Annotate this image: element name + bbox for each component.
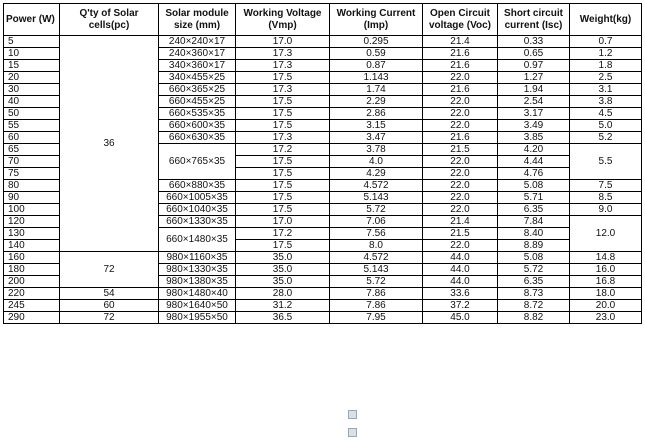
cell-cells-36: 36 bbox=[60, 36, 159, 252]
cell-imp: 2.29 bbox=[330, 96, 423, 108]
cell-weight: 8.5 bbox=[570, 192, 642, 204]
cell-power: 290 bbox=[4, 312, 60, 324]
cell-imp: 3.78 bbox=[330, 144, 423, 156]
cell-power: 15 bbox=[4, 60, 60, 72]
header-vmp: Working Voltage (Vmp) bbox=[236, 4, 330, 36]
cell-isc: 0.97 bbox=[498, 60, 570, 72]
cell-weight: 16.0 bbox=[570, 264, 642, 276]
cell-imp: 4.572 bbox=[330, 252, 423, 264]
table-row bbox=[4, 312, 642, 324]
cell-imp: 1.74 bbox=[330, 84, 423, 96]
cell-vmp: 17.5 bbox=[236, 168, 330, 180]
cell-voc: 21.4 bbox=[423, 36, 498, 48]
cell-isc: 8.89 bbox=[498, 240, 570, 252]
cell-size: 980×1380×35 bbox=[159, 276, 236, 288]
cell-power: 130 bbox=[4, 228, 60, 240]
cell-imp: 3.47 bbox=[330, 132, 423, 144]
cell-isc: 8.73 bbox=[498, 288, 570, 300]
cell-voc: 44.0 bbox=[423, 252, 498, 264]
cell-isc: 3.17 bbox=[498, 108, 570, 120]
cell-weight: 16.8 bbox=[570, 276, 642, 288]
cell-isc: 3.49 bbox=[498, 120, 570, 132]
cell-weight: 0.7 bbox=[570, 36, 642, 48]
cell-size-merged: 660×1480×35 bbox=[159, 228, 236, 252]
cell-isc: 6.35 bbox=[498, 276, 570, 288]
cell-size: 660×455×25 bbox=[159, 96, 236, 108]
cell-vmp: 31.2 bbox=[236, 300, 330, 312]
cell-vmp: 28.0 bbox=[236, 288, 330, 300]
cell-vmp: 17.5 bbox=[236, 96, 330, 108]
header-cells: Q'ty of Solar cells(pc) bbox=[60, 4, 159, 36]
cell-cells-72: 72 bbox=[60, 252, 159, 288]
cell-power: 5 bbox=[4, 36, 60, 48]
cell-weight: 5.2 bbox=[570, 132, 642, 144]
cell-size: 240×240×17 bbox=[159, 36, 236, 48]
table-row bbox=[4, 36, 642, 48]
cell-power: 20 bbox=[4, 72, 60, 84]
cell-isc: 4.20 bbox=[498, 144, 570, 156]
cell-imp: 7.95 bbox=[330, 312, 423, 324]
cell-vmp: 17.3 bbox=[236, 132, 330, 144]
cell-imp: 1.143 bbox=[330, 72, 423, 84]
cell-imp: 7.86 bbox=[330, 300, 423, 312]
cell-vmp: 17.3 bbox=[236, 60, 330, 72]
cell-voc: 22.0 bbox=[423, 204, 498, 216]
table-row bbox=[4, 252, 642, 264]
cell-imp: 7.06 bbox=[330, 216, 423, 228]
cell-power: 180 bbox=[4, 264, 60, 276]
cell-imp: 5.143 bbox=[330, 264, 423, 276]
cell-voc: 44.0 bbox=[423, 276, 498, 288]
cell-voc: 21.6 bbox=[423, 60, 498, 72]
cell-isc: 8.40 bbox=[498, 228, 570, 240]
spec-table-container bbox=[3, 3, 641, 324]
cell-voc: 21.6 bbox=[423, 48, 498, 60]
cell-size: 980×1480×40 bbox=[159, 288, 236, 300]
cell-size: 340×455×25 bbox=[159, 72, 236, 84]
cell-voc: 22.0 bbox=[423, 108, 498, 120]
cell-voc: 21.5 bbox=[423, 144, 498, 156]
cell-vmp: 35.0 bbox=[236, 252, 330, 264]
header-power: Power (W) bbox=[4, 4, 60, 36]
cell-isc: 5.08 bbox=[498, 180, 570, 192]
cell-isc: 7.84 bbox=[498, 216, 570, 228]
header-row bbox=[4, 4, 642, 36]
cell-weight: 1.8 bbox=[570, 60, 642, 72]
cell-power: 40 bbox=[4, 96, 60, 108]
cell-vmp: 17.2 bbox=[236, 144, 330, 156]
cell-power: 55 bbox=[4, 120, 60, 132]
cell-imp: 0.59 bbox=[330, 48, 423, 60]
cell-size: 980×1640×50 bbox=[159, 300, 236, 312]
cell-power: 90 bbox=[4, 192, 60, 204]
cell-voc: 45.0 bbox=[423, 312, 498, 324]
table-row bbox=[4, 288, 642, 300]
cell-voc: 22.0 bbox=[423, 180, 498, 192]
cell-weight: 1.2 bbox=[570, 48, 642, 60]
cell-weight: 2.5 bbox=[570, 72, 642, 84]
cell-cells: 54 bbox=[60, 288, 159, 300]
cell-weight-merged: 12.0 bbox=[570, 216, 642, 252]
cell-weight: 7.5 bbox=[570, 180, 642, 192]
cell-isc: 0.33 bbox=[498, 36, 570, 48]
cell-vmp: 17.5 bbox=[236, 240, 330, 252]
cell-power: 220 bbox=[4, 288, 60, 300]
cell-imp: 2.86 bbox=[330, 108, 423, 120]
cell-size: 660×1005×35 bbox=[159, 192, 236, 204]
cell-size: 980×1330×35 bbox=[159, 264, 236, 276]
cell-voc: 22.0 bbox=[423, 192, 498, 204]
cell-imp: 7.56 bbox=[330, 228, 423, 240]
cell-vmp: 17.5 bbox=[236, 156, 330, 168]
cell-imp: 7.86 bbox=[330, 288, 423, 300]
cell-isc: 6.35 bbox=[498, 204, 570, 216]
cell-vmp: 17.0 bbox=[236, 36, 330, 48]
cell-size: 660×365×25 bbox=[159, 84, 236, 96]
scroll-indicator-icon bbox=[348, 406, 366, 414]
cell-voc: 44.0 bbox=[423, 264, 498, 276]
cell-vmp: 36.5 bbox=[236, 312, 330, 324]
cell-isc: 3.85 bbox=[498, 132, 570, 144]
cell-voc: 22.0 bbox=[423, 72, 498, 84]
cell-vmp: 35.0 bbox=[236, 276, 330, 288]
cell-imp: 4.0 bbox=[330, 156, 423, 168]
cell-size: 660×600×35 bbox=[159, 120, 236, 132]
cell-vmp: 17.5 bbox=[236, 180, 330, 192]
cell-cells: 72 bbox=[60, 312, 159, 324]
cell-imp: 5.72 bbox=[330, 276, 423, 288]
table-row bbox=[4, 300, 642, 312]
cell-voc: 33.6 bbox=[423, 288, 498, 300]
cell-weight: 14.8 bbox=[570, 252, 642, 264]
cell-vmp: 17.5 bbox=[236, 120, 330, 132]
cell-weight-merged: 5.5 bbox=[570, 144, 642, 180]
cell-weight: 4.5 bbox=[570, 108, 642, 120]
cell-weight: 23.0 bbox=[570, 312, 642, 324]
cell-voc: 21.5 bbox=[423, 228, 498, 240]
cell-isc: 5.72 bbox=[498, 264, 570, 276]
cell-vmp: 17.3 bbox=[236, 48, 330, 60]
cell-isc: 8.82 bbox=[498, 312, 570, 324]
cell-vmp: 17.5 bbox=[236, 204, 330, 216]
cell-imp: 5.72 bbox=[330, 204, 423, 216]
cell-isc: 5.08 bbox=[498, 252, 570, 264]
cell-power: 140 bbox=[4, 240, 60, 252]
cell-imp: 4.572 bbox=[330, 180, 423, 192]
cell-weight: 3.1 bbox=[570, 84, 642, 96]
cell-voc: 21.6 bbox=[423, 132, 498, 144]
header-voc: Open Circuit voltage (Voc) bbox=[423, 4, 498, 36]
cell-vmp: 17.2 bbox=[236, 228, 330, 240]
cell-weight: 20.0 bbox=[570, 300, 642, 312]
cell-voc: 22.0 bbox=[423, 168, 498, 180]
cell-power: 160 bbox=[4, 252, 60, 264]
cell-size: 980×1160×35 bbox=[159, 252, 236, 264]
cell-vmp: 17.5 bbox=[236, 192, 330, 204]
cell-power: 100 bbox=[4, 204, 60, 216]
cell-power: 50 bbox=[4, 108, 60, 120]
cell-size: 980×1955×50 bbox=[159, 312, 236, 324]
cell-size: 660×1040×35 bbox=[159, 204, 236, 216]
cell-power: 30 bbox=[4, 84, 60, 96]
cell-weight: 9.0 bbox=[570, 204, 642, 216]
cell-size: 340×360×17 bbox=[159, 60, 236, 72]
cell-voc: 21.4 bbox=[423, 216, 498, 228]
cell-isc: 4.44 bbox=[498, 156, 570, 168]
cell-vmp: 17.5 bbox=[236, 72, 330, 84]
cell-power: 60 bbox=[4, 132, 60, 144]
cell-imp: 8.0 bbox=[330, 240, 423, 252]
cell-vmp: 17.3 bbox=[236, 84, 330, 96]
cell-power: 120 bbox=[4, 216, 60, 228]
cell-weight: 3.8 bbox=[570, 96, 642, 108]
cell-size: 240×360×17 bbox=[159, 48, 236, 60]
cell-isc: 0.65 bbox=[498, 48, 570, 60]
header-imp: Working Current (Imp) bbox=[330, 4, 423, 36]
cell-size: 660×1330×35 bbox=[159, 216, 236, 228]
cell-size-merged: 660×765×35 bbox=[159, 144, 236, 180]
cell-power: 80 bbox=[4, 180, 60, 192]
cell-power: 200 bbox=[4, 276, 60, 288]
cell-imp: 3.15 bbox=[330, 120, 423, 132]
cell-voc: 22.0 bbox=[423, 240, 498, 252]
cell-voc: 21.6 bbox=[423, 84, 498, 96]
header-weight: Weight(kg) bbox=[570, 4, 642, 36]
cell-isc: 5.71 bbox=[498, 192, 570, 204]
cell-power: 65 bbox=[4, 144, 60, 156]
cell-voc: 22.0 bbox=[423, 120, 498, 132]
cell-size: 660×630×35 bbox=[159, 132, 236, 144]
cell-vmp: 17.5 bbox=[236, 108, 330, 120]
cell-imp: 0.87 bbox=[330, 60, 423, 72]
cell-imp: 5.143 bbox=[330, 192, 423, 204]
cell-size: 660×535×35 bbox=[159, 108, 236, 120]
cell-isc: 8.72 bbox=[498, 300, 570, 312]
cell-isc: 4.76 bbox=[498, 168, 570, 180]
cell-power: 70 bbox=[4, 156, 60, 168]
cell-vmp: 17.0 bbox=[236, 216, 330, 228]
cell-imp: 0.295 bbox=[330, 36, 423, 48]
cell-isc: 1.27 bbox=[498, 72, 570, 84]
cell-vmp: 35.0 bbox=[236, 264, 330, 276]
cell-voc: 37.2 bbox=[423, 300, 498, 312]
cell-voc: 22.0 bbox=[423, 96, 498, 108]
cell-weight: 18.0 bbox=[570, 288, 642, 300]
cell-power: 75 bbox=[4, 168, 60, 180]
cell-power: 10 bbox=[4, 48, 60, 60]
cell-power: 245 bbox=[4, 300, 60, 312]
cell-voc: 22.0 bbox=[423, 156, 498, 168]
cell-cells: 60 bbox=[60, 300, 159, 312]
header-size: Solar module size (mm) bbox=[159, 4, 236, 36]
cell-size: 660×880×35 bbox=[159, 180, 236, 192]
header-isc: Short circuit current (Isc) bbox=[498, 4, 570, 36]
cell-isc: 1.94 bbox=[498, 84, 570, 96]
cell-weight: 5.0 bbox=[570, 120, 642, 132]
cell-imp: 4.29 bbox=[330, 168, 423, 180]
solar-module-spec-table bbox=[3, 3, 642, 324]
cell-isc: 2.54 bbox=[498, 96, 570, 108]
